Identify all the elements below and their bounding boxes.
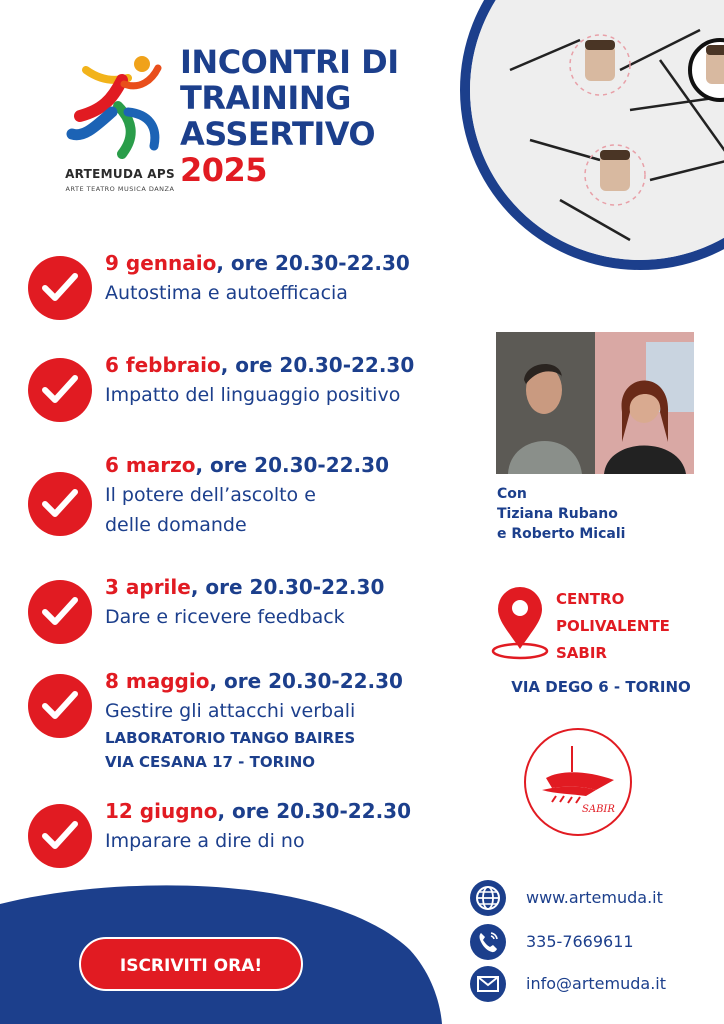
brand-tagline: ARTE TEATRO MUSICA DANZA (65, 185, 175, 193)
check-icon (28, 358, 92, 422)
event-topic: Dare e ricevere feedback (105, 606, 345, 628)
event-datetime (105, 450, 490, 480)
event-time: , ore 20.30-22.30 (209, 669, 403, 693)
artemuda-logo (50, 50, 190, 210)
check-icon (28, 580, 92, 644)
event-datetime (105, 666, 490, 696)
phone-number[interactable]: 335-7669611 (526, 932, 634, 951)
event-time: , ore 20.30-22.30 (216, 251, 410, 275)
page-title (180, 44, 470, 188)
hosts-line-2: Tiziana Rubano (497, 506, 618, 522)
hosts-line-1: Con (497, 486, 527, 502)
check-icon (28, 472, 92, 536)
event-datetime (105, 796, 490, 826)
check-icon (28, 674, 92, 738)
mail-icon (470, 966, 506, 1002)
event-topic: Impatto del linguaggio positivo (105, 384, 401, 406)
event-datetime (105, 572, 490, 602)
event-date: 6 febbraio (105, 353, 221, 377)
event-date: 8 maggio (105, 669, 210, 693)
map-pin-icon (490, 585, 550, 665)
title-year: 2025 (180, 151, 268, 189)
event-venue-line-1: LABORATORIO TANGO BAIRES (105, 729, 356, 747)
dancer-logo-icon (62, 50, 172, 162)
email-contact[interactable] (470, 966, 710, 1006)
venue-address: VIA DEGO 6 - TORINO (511, 678, 691, 696)
venue-name (556, 586, 716, 667)
hosts-photo (496, 332, 694, 474)
title-line-3: ASSERTIVO (180, 115, 376, 153)
event-datetime (105, 350, 490, 380)
check-icon (28, 256, 92, 320)
title-line-2: TRAINING (180, 79, 351, 117)
venue-line-1: CENTRO (556, 590, 625, 608)
event-topic: Autostima e autoefficacia (105, 282, 348, 304)
phone-contact[interactable] (470, 924, 710, 964)
event-topic: Gestire gli attacchi verbali (105, 700, 356, 722)
email-address[interactable]: info@artemuda.it (526, 974, 666, 993)
venue-line-2: POLIVALENTE (556, 617, 670, 635)
hosts-caption (497, 484, 697, 544)
sabir-logo-text: SABIR (582, 804, 615, 815)
globe-icon (470, 880, 506, 916)
title-line-1: INCONTRI DI (180, 43, 399, 81)
event-time: , ore 20.30-22.30 (195, 453, 389, 477)
network-photo (460, 0, 724, 270)
event-datetime (105, 248, 490, 278)
venue-line-3: SABIR (556, 644, 607, 662)
event-date: 6 marzo (105, 453, 196, 477)
event-topic: Il potere dell’ascolto e delle domande (105, 484, 316, 536)
phone-icon (470, 924, 506, 960)
event-date: 12 giugno (105, 799, 218, 823)
brand-name: ARTEMUDA APS (65, 167, 175, 181)
hosts-line-3: e Roberto Micali (497, 526, 626, 542)
check-icon (28, 804, 92, 868)
website-contact[interactable] (470, 880, 710, 920)
website-link[interactable]: www.artemuda.it (526, 888, 663, 907)
signup-button[interactable]: ISCRIVITI ORA! (79, 937, 303, 991)
event-venue-line-2: VIA CESANA 17 - TORINO (105, 753, 316, 771)
event-date: 3 aprile (105, 575, 191, 599)
sabir-logo (524, 728, 632, 836)
event-time: , ore 20.30-22.30 (220, 353, 415, 377)
event-time: , ore 20.30-22.30 (217, 799, 412, 823)
event-time: , ore 20.30-22.30 (190, 575, 385, 599)
event-date: 9 gennaio (105, 251, 217, 275)
event-topic: Imparare a dire di no (105, 830, 305, 852)
